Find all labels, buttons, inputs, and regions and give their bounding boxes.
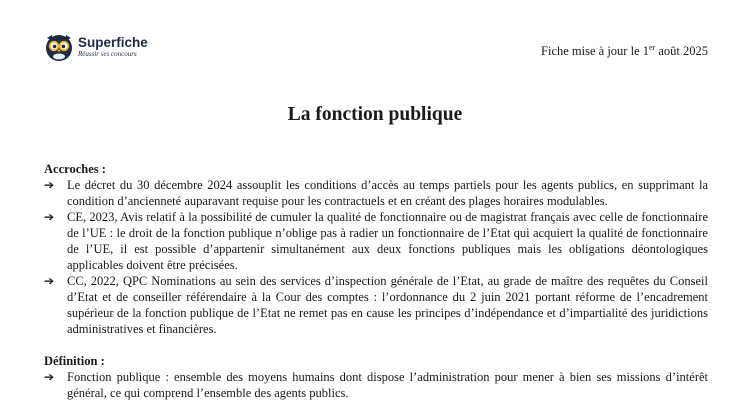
list-item-text: Fonction publique : ensemble des moyens humains dont dispose l’administration pour mener à bien ses missions d’intérêt général, ce qui comprend l’ensemble des agents publics. [67, 370, 708, 400]
update-prefix: Fiche mise à jour le 1 [541, 44, 649, 58]
document-body [44, 161, 708, 401]
update-date [541, 44, 708, 59]
brand-tagline: Réussir ses concours [78, 50, 137, 59]
update-suffix: août 2025 [655, 44, 708, 58]
arrow-right-icon: ➔ [44, 178, 55, 192]
list-item-text: CC, 2022, QPC Nominations au sein des services d’inspection générale de l’Etat, au grade de maître des requêtes du Conseil d’Etat et de conseiller référendaire à la Cour des comptes : l’ordonnance du 2 juin 2021 portant réforme de l’encadrement supérieur de la fonction publique de l’Etat ne remet pas en cause les principes d’indépendance et d’impartialité des juridictions administratives et financières. [67, 274, 708, 336]
list-item-text: CE, 2023, Avis relatif à la possibilité de cumuler la qualité de fonctionnaire ou de magistrat français avec celle de fonctionnaire de l’UE : le droit de la fonction publique n’oblige pas à radier un fonctionnaire de l’Etat qui acquiert la qualité de fonctionnaire de l’UE, il est possible d’appartenir simultanément aux deux fonctions publiques mais les obligations déontologiques applicables doivent être précisées. [67, 210, 708, 272]
section-spacer [44, 337, 708, 353]
owl-icon [44, 32, 74, 62]
section-heading-accroches: Accroches : [44, 162, 106, 176]
arrow-right-icon: ➔ [44, 370, 55, 384]
page-title: La fonction publique [287, 104, 463, 125]
list-item [44, 273, 708, 337]
list-item [44, 177, 708, 209]
arrow-right-icon: ➔ [44, 210, 55, 224]
brand-name: Superfiche [78, 34, 148, 50]
superfiche-logo [44, 32, 148, 62]
list-item-text: Le décret du 30 décembre 2024 assouplit les conditions d’accès au temps partiels pour les agents publics, en supprimant la condition d’ancienneté auparavant requise pour les contractuels et en créant des plages horaires modulables. [67, 178, 708, 208]
update-superscript: er [649, 43, 656, 52]
list-item [44, 369, 708, 401]
arrow-right-icon: ➔ [44, 274, 55, 288]
section-heading-definition: Définition : [44, 354, 105, 368]
list-item [44, 209, 708, 273]
